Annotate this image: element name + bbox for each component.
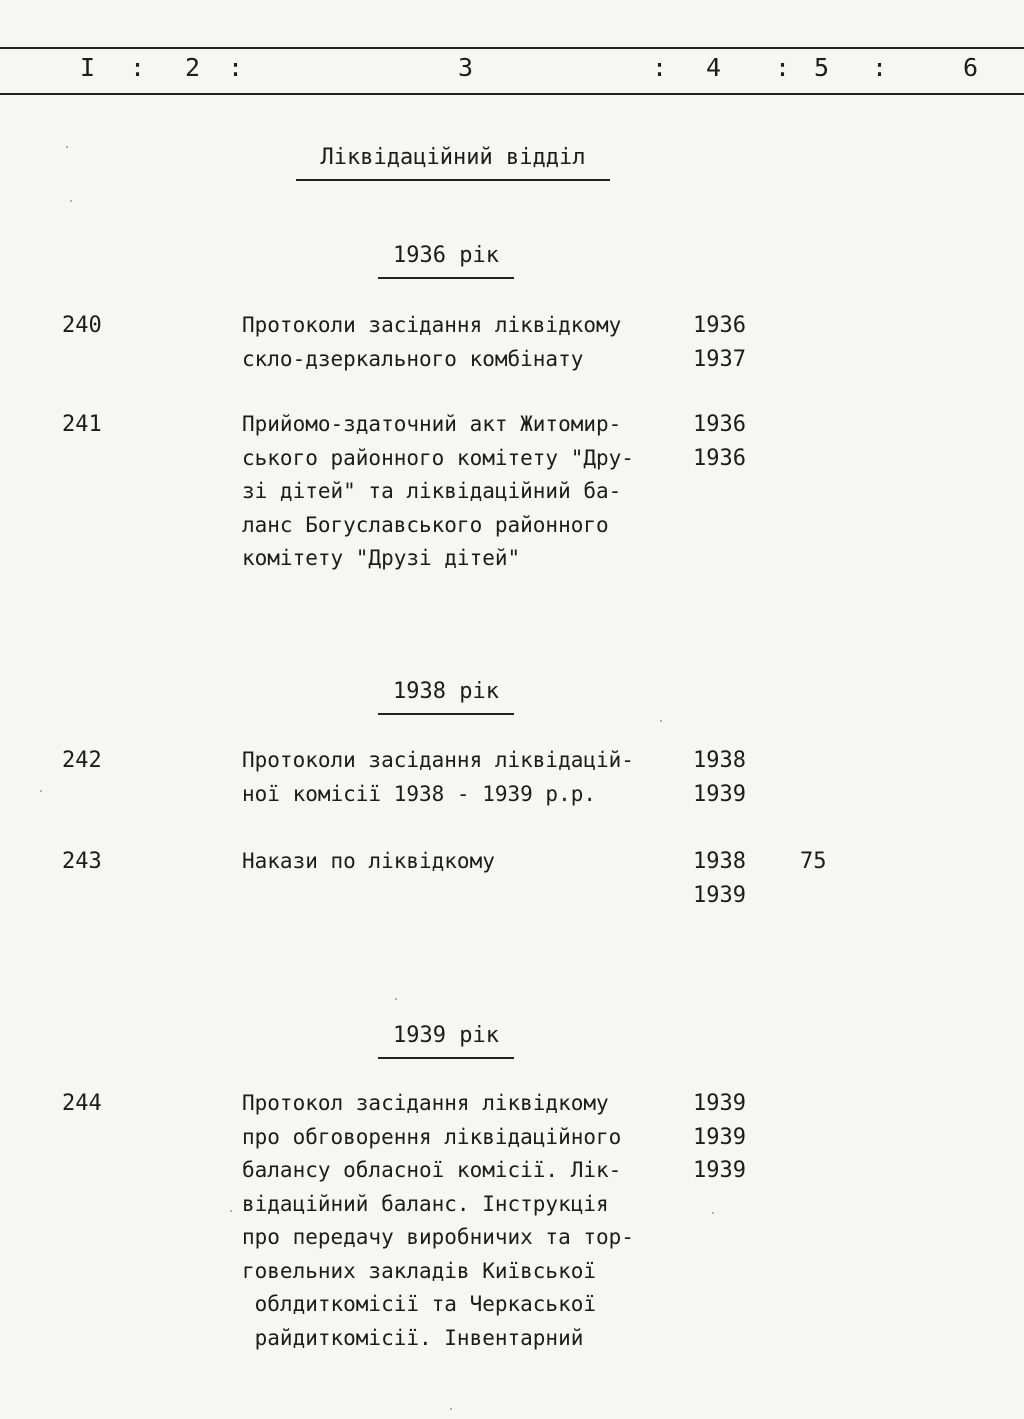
year-underline <box>378 1057 514 1059</box>
column-separator: : <box>228 53 244 82</box>
year-underline <box>378 713 514 715</box>
description-line: Протоколи засідання ліквідацій- <box>242 748 634 772</box>
column-header-6: 6 <box>963 53 979 82</box>
date-value: 1939 <box>693 1158 746 1183</box>
scan-speck <box>230 1210 232 1212</box>
entry-dates <box>693 845 746 912</box>
scan-speck <box>712 1212 714 1214</box>
year-underline <box>378 277 514 279</box>
description-line: Протоколи засідання ліквідкому <box>242 313 622 337</box>
date-value: 1939 <box>693 1091 746 1116</box>
year-heading-1938 <box>378 677 514 707</box>
entry-description <box>242 1087 682 1355</box>
description-line: ського районного комітету "Дру- <box>242 445 634 470</box>
description-line: про передачу виробничих та тор- <box>242 1225 634 1249</box>
header-top-rule <box>0 47 1024 49</box>
column-header-5: 5 <box>814 53 830 82</box>
description-line: відаційний баланс. Інструкція <box>242 1191 609 1216</box>
year-heading-text: 1938 рік <box>393 679 499 704</box>
column-header-1: I <box>80 53 96 82</box>
description-line: балансу обласної комісії. Лік- <box>242 1158 622 1182</box>
description-line: Прийомо-здаточний акт Житомир- <box>242 412 622 436</box>
date-value: 1939 <box>693 882 746 908</box>
description-line: Протокол засідання ліквідкому <box>242 1091 609 1115</box>
title-underline <box>296 179 610 181</box>
scan-speck <box>395 998 397 1000</box>
entry-description <box>242 845 682 879</box>
entry-number: 242 <box>62 748 102 773</box>
description-line: ної комісії 1938 - 1939 р.р. <box>242 781 597 806</box>
description-line: Накази по ліквідкому <box>242 849 495 873</box>
year-heading-text: 1936 рік <box>393 243 499 268</box>
scan-speck <box>70 200 72 202</box>
description-line: комітету "Друзі дітей" <box>242 546 521 570</box>
date-value: 1939 <box>693 1124 746 1150</box>
entry-description <box>242 309 682 376</box>
year-heading-1936 <box>378 241 514 271</box>
entry-dates <box>693 744 746 811</box>
entry-dates <box>693 1087 746 1188</box>
date-value: 1936 <box>693 412 746 437</box>
description-line: ланс Богуславського районного <box>242 512 609 537</box>
entry-number: 243 <box>62 849 102 874</box>
entry-sheet-count: 75 <box>800 849 827 874</box>
entry-number: 244 <box>62 1091 102 1116</box>
year-heading-text: 1939 рік <box>393 1023 499 1048</box>
entry-number: 241 <box>62 412 102 437</box>
description-line: райдиткомісії. Інвентарний <box>242 1325 584 1350</box>
date-value: 1938 <box>693 748 746 773</box>
date-value: 1939 <box>693 781 746 807</box>
date-value: 1938 <box>693 849 746 874</box>
column-separator: : <box>872 53 888 82</box>
scan-speck <box>660 720 662 722</box>
column-separator: : <box>652 53 668 82</box>
department-title-text: Ліквідаційний відділ <box>320 145 586 170</box>
entry-description <box>242 408 682 576</box>
column-header-4: 4 <box>706 53 722 82</box>
description-line: про обговорення ліквідаційного <box>242 1124 622 1149</box>
entry-dates <box>693 408 746 475</box>
column-header-3: 3 <box>458 53 474 82</box>
description-line: зі дітей" та ліквідаційний ба- <box>242 479 622 503</box>
scan-speck <box>66 146 68 148</box>
entry-dates <box>693 309 746 376</box>
year-heading-1939 <box>378 1021 514 1051</box>
scan-speck <box>40 790 42 792</box>
entry-number: 240 <box>62 313 102 338</box>
department-title <box>296 143 610 173</box>
description-line: говельних закладів Київської <box>242 1258 597 1283</box>
header-bottom-rule <box>0 93 1024 95</box>
column-separator: : <box>775 53 791 82</box>
entry-description <box>242 744 682 811</box>
date-value: 1936 <box>693 445 746 471</box>
column-separator: : <box>130 53 146 82</box>
column-header-2: 2 <box>185 53 201 82</box>
date-value: 1937 <box>693 346 746 372</box>
scan-speck <box>450 1408 452 1410</box>
date-value: 1936 <box>693 313 746 338</box>
description-line: облдиткомісії та Черкаської <box>242 1292 597 1316</box>
description-line: скло-дзеркального комбінату <box>242 346 584 371</box>
